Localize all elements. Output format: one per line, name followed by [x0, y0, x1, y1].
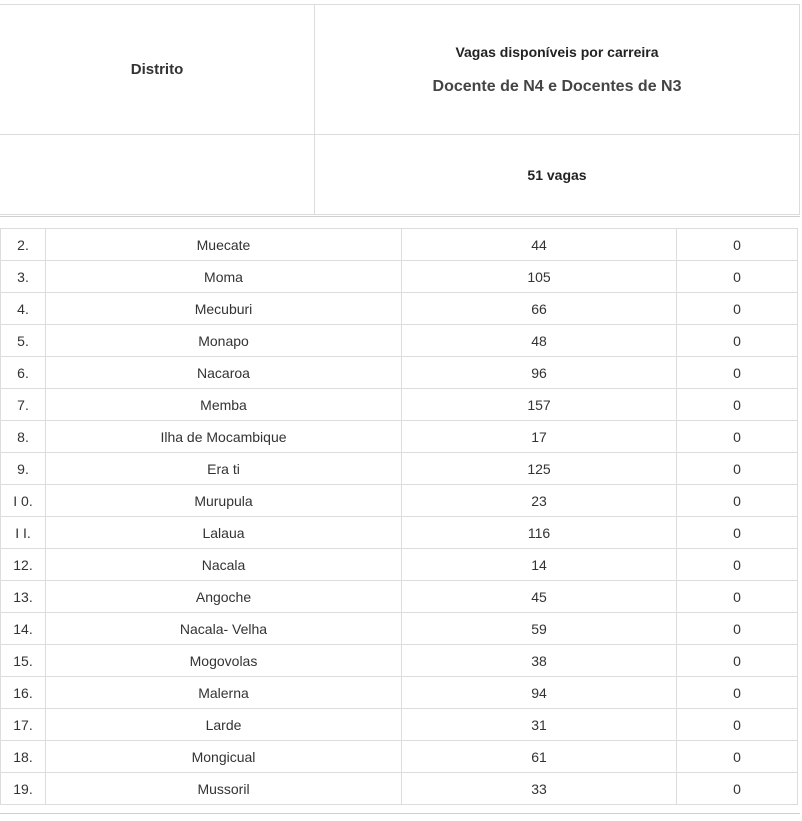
row-vagas: 61 [402, 741, 677, 773]
row-extra: 0 [677, 613, 798, 645]
row-number: 19. [1, 773, 46, 805]
table-row [1, 389, 798, 421]
table-row [1, 229, 798, 261]
row-vagas: 157 [402, 389, 677, 421]
table-row [1, 773, 798, 805]
row-vagas: 125 [402, 453, 677, 485]
row-district: Nacala- Velha [46, 613, 402, 645]
row-vagas: 14 [402, 549, 677, 581]
districts-table [0, 228, 798, 805]
table-row [1, 517, 798, 549]
table-row [1, 613, 798, 645]
row-number: 9. [1, 453, 46, 485]
total-vagas-cell [315, 135, 800, 215]
table-row [1, 741, 798, 773]
row-district: Era ti [46, 453, 402, 485]
row-extra: 0 [677, 229, 798, 261]
row-district: Nacala [46, 549, 402, 581]
row-number: 6. [1, 357, 46, 389]
row-extra: 0 [677, 421, 798, 453]
row-extra: 0 [677, 773, 798, 805]
district-header-cell [0, 5, 315, 135]
table-row [1, 325, 798, 357]
table-row [1, 453, 798, 485]
row-vagas: 23 [402, 485, 677, 517]
table-row [1, 677, 798, 709]
table-row [1, 709, 798, 741]
table-row [1, 293, 798, 325]
district-header-label: Distrito [130, 61, 184, 78]
row-district: Muecate [46, 229, 402, 261]
row-number: 16. [1, 677, 46, 709]
row-number: 18. [1, 741, 46, 773]
row-number: I I. [1, 517, 46, 549]
row-number: 17. [1, 709, 46, 741]
row-extra: 0 [677, 581, 798, 613]
row-number: 3. [1, 261, 46, 293]
row-vagas: 17 [402, 421, 677, 453]
row-extra: 0 [677, 677, 798, 709]
row-extra: 0 [677, 453, 798, 485]
row-number: 8. [1, 421, 46, 453]
row-number: 4. [1, 293, 46, 325]
row-vagas: 44 [402, 229, 677, 261]
divider [0, 216, 800, 217]
divider [0, 813, 800, 814]
header-table [0, 4, 800, 215]
row-number: 14. [1, 613, 46, 645]
row-extra: 0 [677, 357, 798, 389]
row-number: 13. [1, 581, 46, 613]
row-extra: 0 [677, 709, 798, 741]
row-district: Malerna [46, 677, 402, 709]
career-levels: Docente de N4 e Docentes de N3 [432, 77, 682, 95]
row-vagas: 38 [402, 645, 677, 677]
row-extra: 0 [677, 549, 798, 581]
row-extra: 0 [677, 293, 798, 325]
row-vagas: 94 [402, 677, 677, 709]
row-district: Monapo [46, 325, 402, 357]
table-row [1, 581, 798, 613]
row-extra: 0 [677, 645, 798, 677]
row-district: Ilha de Mocambique [46, 421, 402, 453]
row-district: Lalaua [46, 517, 402, 549]
career-header-cell [315, 5, 800, 135]
row-vagas: 96 [402, 357, 677, 389]
career-title: Vagas disponíveis por carreira [455, 43, 659, 60]
row-extra: 0 [677, 517, 798, 549]
table-row [1, 261, 798, 293]
row-district: Moma [46, 261, 402, 293]
row-extra: 0 [677, 389, 798, 421]
districts-table-body [1, 229, 798, 805]
row-vagas: 48 [402, 325, 677, 357]
table-row [1, 357, 798, 389]
row-district: Mussoril [46, 773, 402, 805]
empty-header-cell [0, 135, 315, 215]
table-row [1, 485, 798, 517]
row-vagas: 59 [402, 613, 677, 645]
row-vagas: 66 [402, 293, 677, 325]
row-vagas: 31 [402, 709, 677, 741]
row-vagas: 45 [402, 581, 677, 613]
row-number: 2. [1, 229, 46, 261]
row-extra: 0 [677, 741, 798, 773]
row-number: 15. [1, 645, 46, 677]
table-row [1, 549, 798, 581]
row-district: Memba [46, 389, 402, 421]
table-row [1, 421, 798, 453]
row-vagas: 105 [402, 261, 677, 293]
row-number: 5. [1, 325, 46, 357]
total-vagas: 51 vagas [527, 166, 587, 183]
row-district: Nacaroa [46, 357, 402, 389]
row-district: Mogovolas [46, 645, 402, 677]
row-district: Mecuburi [46, 293, 402, 325]
row-extra: 0 [677, 261, 798, 293]
row-number: 7. [1, 389, 46, 421]
row-extra: 0 [677, 485, 798, 517]
row-district: Angoche [46, 581, 402, 613]
row-vagas: 33 [402, 773, 677, 805]
row-district: Larde [46, 709, 402, 741]
row-vagas: 116 [402, 517, 677, 549]
row-district: Murupula [46, 485, 402, 517]
row-extra: 0 [677, 325, 798, 357]
row-number: I 0. [1, 485, 46, 517]
row-district: Mongicual [46, 741, 402, 773]
row-number: 12. [1, 549, 46, 581]
table-row [1, 645, 798, 677]
